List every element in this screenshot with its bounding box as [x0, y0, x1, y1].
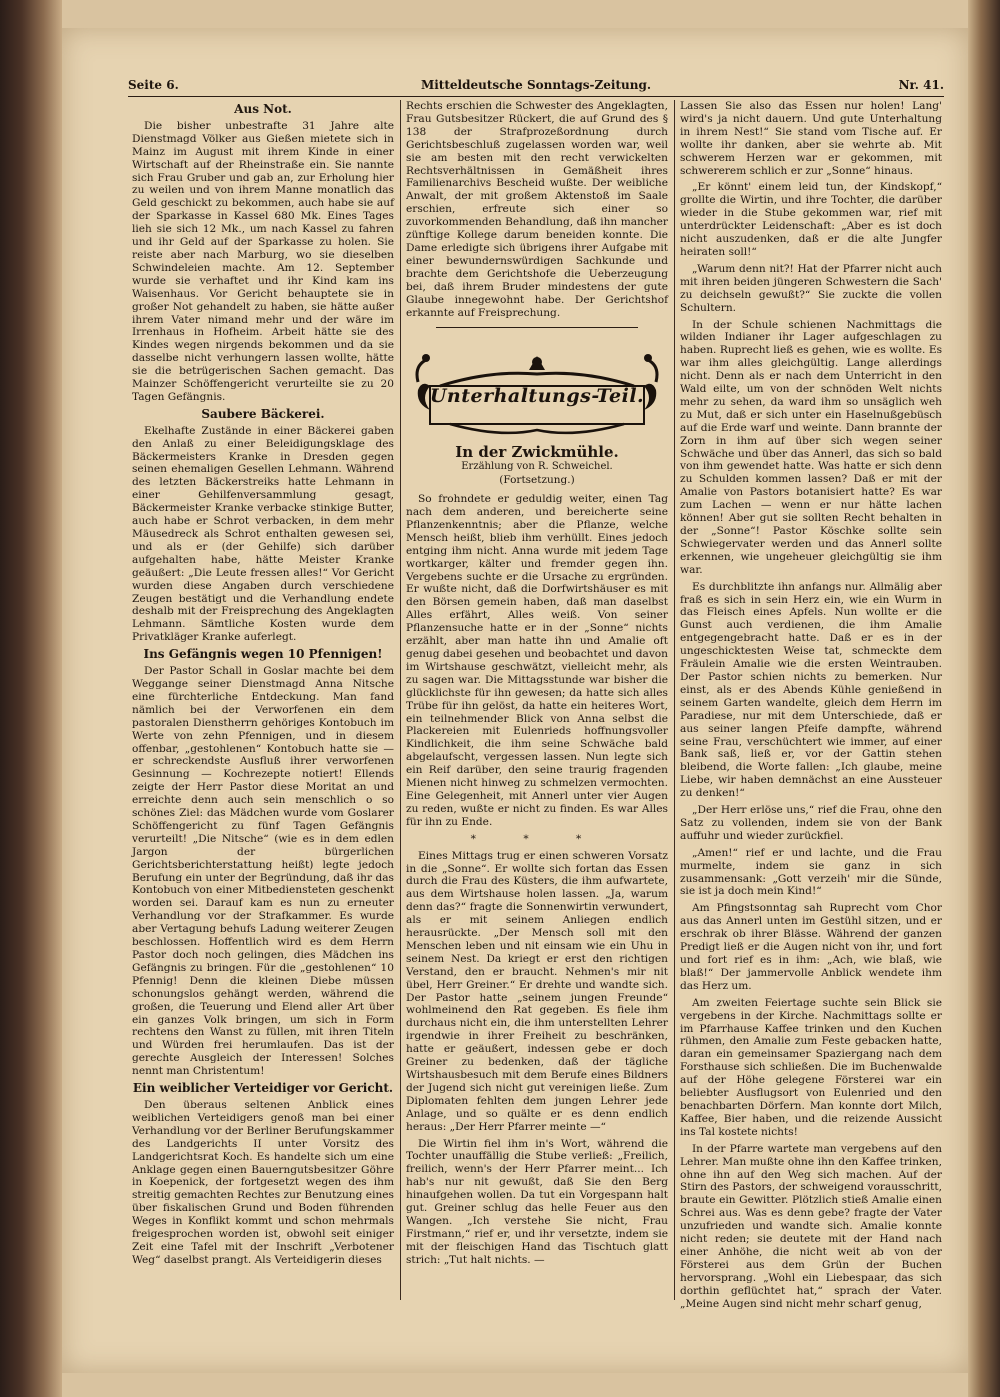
story-text: „Er könnt' einem leid tun, der Kindskopf,“ grollte die Wirtin, und ihre Tochter, die darüber wieder in die Stube gekommen war, rief mit unterdrückter Leidenschaft: „Aber es ist doch nicht auszudenken, daß er die alte Jungfer heiraten soll!“: [680, 181, 942, 258]
column-3: [680, 100, 942, 1310]
story-text: „Warum denn nit?! Hat der Pfarrer nicht auch mit ihren beiden jüngeren Schwestern die Sach' zu deichseln gewußt?“ Sie zuckte die vollen Schultern.: [680, 262, 942, 314]
article-text: Die bisher unbestrafte 31 Jahre alte Dienstmagd Völker aus Gießen mietete sich in Mainz im August mit ihrem Kinde in einer Wirtschaft auf der Rheinstraße ein. Sie nannte sich Frau Gruber und gab an, zur Erholung hier zu weilen und von ihrem Manne monatlich das Geld geschickt zu bekommen, auch habe sie auf der Sparkasse in Kassel 680 Mk. Eines Tages lieh sie sich 12 Mk., um nach Kassel zu fahren und ihr Geld auf der Sparkasse zu holen. Sie reiste aber nach Marburg, wo sie dieselben Schwindeleien machte. Am 12. September wurde sie verhaftet und ihr Kind kam ins Waisenhaus. Vor Gericht behauptete sie in großer Not gehandelt zu haben, sie hätte außer ihrem Vater nimand mehr und der wäre im Irrenhaus in Hofheim. Arbeit hätte sie des Kindes wegen nirgends bekommen und da sie dasselbe nicht verhungern lassen wollte, hätte sie die betrügerischen Sachen gemacht. Das Mainzer Schöffengericht verurteilte sie zu 20 Tagen Gefängnis.: [132, 119, 394, 403]
story-continuation: (Fortsetzung.): [499, 474, 575, 487]
story-text: Lassen Sie also das Essen nur holen! Lang' wird's ja nicht dauern. Und gute Unterhaltung in ihrem Nest!“ Sie stand vom Tische auf. Er wollte ihr danken, aber sie wehrte ab. Mit schwerem Herzen war er gekommen, mit schwererem schlich er zur „Sonne“ hinaus.: [680, 100, 942, 177]
story-text: In der Pfarre wartete man vergebens auf den Lehrer. Man mußte ohne ihn den Kaffee trinken, ohne ihn auf den Weg sich machen. Auf der Stirn des Pastors, der schweigend vorausschritt, braute ein Gewitter. Plötzlich stieß Amalie einen Schrei aus. Was es denn gebe? fragte der Vater unzufrieden und wandte sich. Amalie konnte nicht reden; sie deutete mit der Hand nach einer Anhöhe, die nicht weit ab von der Försterei aus dem Grün der Buchen hervorsprang. „Wohl ein Liebespaar, das sich dorthin geflüchtet hat,“ sprach der Vater. „Meine Augen sind nicht mehr scharf genug,: [680, 1142, 942, 1310]
header-rule: [128, 96, 944, 97]
story-text: Es durchblitzte ihn anfangs nur. Allmälig aber fraß es sich in sein Herz ein, wie ein Wurm in das Fleisch eines Apfels. Nun wollte er die Gunst auch verdienen, die ihm Amalie entgegengebracht hatte. Daß er es in der ungeschicktesten Weise tat, schmeckte dem Fräulein Amalie wie die ersten Weintrauben. Der Pastor schien nichts zu bemerken. Nur einst, als er des Abends Kühle genießend in seinem Garten wandelte, gleich dem Herrn im Paradiese, nur mit dem Unterschiede, daß er aus seiner langen Pfeife dampfte, während seine Frau, verschüchtert wie immer, auf einer Bank saß, ließ er, vor der Gattin stehen bleibend, die Worte fallen: „Ich glaube, meine Liebe, wir haben demnächst an eine Aussteuer zu denken!“: [680, 580, 942, 800]
section-stars: * * *: [470, 832, 604, 845]
article-title-saubere-baeckerei: Saubere Bäckerei.: [201, 406, 325, 421]
newspaper-title: Mitteldeutsche Sonntags-Zeitung.: [420, 78, 652, 92]
story-text: Am zweiten Feiertage suchte sein Blick sie vergebens in der Kirche. Nachmittags sollte er im Pfarrhause Kaffee trinken und den Kuchen rühmen, den Amalie zum Feste gebacken hatte, daran ein gemeinsamer Spaziergang nach dem Forsthause sich schließen. Die im Buchenwalde auf der Höhe gelegene Försterei war ein beliebter Ausflugsort von Eulenried und den benachbarten Dörfern. Man konnte dort Milch, Kaffee, Bier haben, und die reizende Aussicht ins Tal kostete nichts!: [680, 996, 942, 1138]
article-text: Rechts erschien die Schwester des Angeklagten, Frau Gutsbesitzer Rückert, die auf Grund des § 138 der Strafprozeßordnung durch Gerichtsbeschluß zugelassen worden war, weil sie am besten mit den recht verwickelten Rechtsverhältnissen in Gemäßheit ihres Familienarchivs Bescheid wußte. Der weibliche Anwalt, der mit großem Aktenstoß im Saale erschien, erfreute sich einer so zuvorkommenden Behandlung, daß ihn mancher zünftige Kollege darum beneiden konnte. Die Dame erledigte sich übrigens ihrer Aufgabe mit einer bewundernswürdigen Sachkunde und brachte dem Gerichtshofe die Ueberzeugung bei, daß ihrem Bruder mindestens der gute Glaube innegewohnt habe. Der Gerichtshof erkannte auf Freisprechung.: [406, 100, 668, 319]
article-text: Der Pastor Schall in Goslar machte bei dem Weggange seiner Dienstmagd Anna Nitsche eine fürchterliche Entdeckung. Man fand nämlich bei der Verworfenen ein dem pastoralen Dienstherrn gehöriges Kontobuch im Werte von zehn Pfennigen, und in diesem offenbar, „gestohlenen“ Kontobuch hatte sie — er schreckendste Ausfluß ihrer verworfenen Gesinnung — Kochrezepte notiert! Ellends zeigte der Herr Pastor diese Moritat an und erreichte denn auch sein menschlich o so schönes Ziel: das Mädchen wurde vom Goslarer Schöffengericht zu fünf Tagen Gefängnis verurteilt! „Die Nitsche“ (wie es in dem edlen Jargon der bürgerlichen Gerichtsberichterstattung heißt) legte jedoch Berufung ein unter der Begründung, daß ihr das Kontobuch von einer Mitbediensteten geschenkt worden sei. Darauf kam es nun zu erneuter Verhandlung vor der Strafkammer. Es wurde aber Vertagung behufs Ladung weiterer Zeugen beschlossen. Hoffentlich wird es dem Herrn Pastor doch noch gelingen, dies Mädchen ins Gefängnis zu bringen. Für die „gestohlenen“ 10 Pfennig! Denn die kleinen Diebe müssen schonungslos gehängt werden, während die großen, die Teuerung und Elend aller Art über ein ganzes Volk bringen, um sich in Form rechtens den Wanst zu füllen, mit ihren Titeln und Würden frei herumlaufen. Das ist der gerechte Ausgleich der Interessen! Solches nennt man Christentum!: [132, 665, 394, 1078]
column-1: [132, 100, 394, 1300]
story-author: Erzählung von R. Schweichel.: [461, 461, 613, 473]
page-edge: [968, 0, 1000, 1397]
article-title-gefaengnis: Ins Gefängnis wegen 10 Pfennigen!: [143, 647, 383, 662]
article-text: Den überaus seltenen Anblick eines weiblichen Verteidigers genoß man bei einer Verhandlung vor der Berliner Berufungskammer des Landgerichts II unter Vorsitz des Landgerichtsrat Koch. Es handelte sich um eine Anklage gegen einen Bauerngutsbesitzer Göhre in Koepenick, der fortgesetzt wegen des ihm streitig gemachten Rechtes zur Benutzung eines über fiskalischen Grund und Boden führenden Weges in Konflikt kommt und schon mehrmals freigesprochen worden ist, obwohl seit einiger Zeit eine Tafel mit der Inschrift „Verbotener Weg“ daselbst prangt. Als Verteidigerin dieses: [132, 1098, 394, 1266]
column-rule-2: [674, 100, 675, 1300]
story-title: In der Zwickmühle.: [455, 443, 619, 462]
banner-title: Unterhaltungs-Teil.: [429, 385, 645, 408]
section-banner: [410, 346, 664, 438]
article-title-aus-not: Aus Not.: [234, 102, 292, 116]
book-binding: [0, 0, 62, 1397]
story-text: In der Schule schienen Nachmittags die wilden Indianer ihr Lager aufgeschlagen zu haben. Ruprecht ließ es gehen, wie es wollte. Es war ihm alles gleichgültig. Lange allerdings nicht. Denn als er nach dem Unterricht in den Wald eilte, um von der schnöden Welt nichts mehr zu sehen, da ward ihm so unsäglich weh zu Mut, daß er sich unter ein Haselnußgebüsch auf die Erde warf und weinte. Dann brannte der Zorn in ihm auf über sich wegen seiner Schwäche und über das Annerl, das sich so bald von ihm gewendet hatte. Was hatte er sich denn zu Schulden kommen lassen? Daß er mit der Amalie von Pastors botanisiert hatte? Es war zum Lachen — wenn er nur hätte lachen können! Aber gut sie sollten Recht behalten in der „Sonne“! Pastor Köschke sollte sein Schwiegervater werden und das Annerl sollte erkennen, wie ungeheuer gleichgültig sie ihm war.: [680, 318, 942, 576]
story-text: „Amen!“ rief er und lachte, und die Frau murmelte, indem sie ganz in sich zusammensank: „Gott verzeih' mir die Sünde, sie ist ja doch mein Kind!“: [680, 846, 942, 898]
article-title-verteidiger: Ein weiblicher Verteidiger vor Gericht.: [132, 1081, 394, 1096]
column-2: [406, 100, 668, 1300]
page-number: Seite 6.: [128, 78, 179, 92]
story-text: Am Pfingstsonntag sah Ruprecht vom Chor aus das Annerl unten im Gestühl sitzen, und er erschrak ob ihrer Blässe. Während der ganzen Predigt ließ er die Augen nicht von ihr, und fort und fort rief es in ihm: „Ach, wie blaß, wie blaß!“ Der jammervolle Anblick wendete ihm das Herz um.: [680, 902, 942, 992]
article-text: Ekelhafte Zustände in einer Bäckerei gaben den Anlaß zu einer Beleidigungsklage des Bäckermeisters Kranke in Dresden gegen seinen ehemaligen Gesellen Lehmann. Während des letzten Bäckerstreiks hatte Lehmann in einer Gehilfenversammlung gesagt, Bäckermeister Kranke verbacke stinkige Butter, auch habe er Schrot verbacken, in dem mehr Mäusedreck als Schrot enthalten gewesen sei, und als er (der Gehilfe) sich darüber aufgehalten habe, hätte Meister Kranke geäußert: „Die Leute fressen alles!“ Vor Gericht wurden diese Angaben durch verschiedene Zeugen bestätigt und die Verhandlung endete deshalb mit der Freisprechung des Angeklagten Lehmann. Sämtliche Kosten wurde dem Privatkläger Kranke auferlegt.: [132, 424, 394, 644]
running-header: [128, 78, 944, 96]
story-text: So frohndete er geduldig weiter, einen Tag nach dem anderen, und bereicherte seine Pflanzenkenntnis; aber die Pflanze, welche Mensch heißt, blieb ihm verhüllt. Eines jedoch entging ihm nicht. Anna wurde mit jedem Tage wortkarger, kälter und fremder gegen ihn. Vergebens suchte er die Ursache zu ergründen. Er wußte nicht, daß die Dorfwirtshäuser es mit den Börsen gemein haben, daß man daselbst Alles erfährt, Alles weiß. Von seiner Pflanzensuche hatte er in der „Sonne“ nichts erzählt, aber man hatte ihn und Amalie oft genug dabei gesehen und beobachtet und davon im Wirtshause geschwätzt, vielleicht mehr, als zu sagen war. Die Mittagsstunde war bisher die glücklichste für ihn gewesen; da hatte sich alles Trübe für ihn gelöst, da hatte ein heiteres Wort, ein teilnehmender Blick von Anna selbst die Plackereien mit Eulenrieds hoffnungsvoller Kindlichkeit, die ihm seine Schwäche bald abgelaufscht, vergessen lassen. Nun legte sich ein Reif darüber, den seine traurig fragenden Mienen nicht hinweg zu schmelzen vermochten. Eine Gelegenheit, mit Annerl unter vier Augen zu reden, wußte er nicht zu finden. Es war Alles für ihn zu Ende.: [406, 493, 668, 828]
story-text: Die Wirtin fiel ihm in's Wort, während die Tochter unauffällig die Stube verließ: „Freilich, freilich, wenn's der Herr Pfarrer meint... Ich hab's nur nit gewußt, daß Sie den Berg hinaufgehen wollen. Da tut ein Vorgespann halt gut. Greiner schlug das helle Feuer aus den Wangen. „Ich verstehe Sie nicht, Frau Firstmann,“ rief er, und ihr versetzte, indem sie mit der fleischigen Hand das Tischtuch glatt strich: „Tut halt nichts. —: [406, 1137, 668, 1266]
story-text: „Der Herr erlöse uns,“ rief die Frau, ohne den Satz zu vollenden, indem sie von der Bank auffuhr und wieder zurückfiel.: [680, 804, 942, 842]
issue-number: Nr. 41.: [898, 78, 944, 92]
section-divider: [436, 327, 638, 328]
column-rule-1: [400, 100, 401, 1300]
story-text: Eines Mittags trug er einen schweren Vorsatz in die „Sonne“. Er wollte sich fortan das Essen durch die Frau des Küsters, die ihm aufwartete, aus dem Wirtshause holen lassen. „Ja, warum denn das?“ fragte die Sonnenwirtin verwundert, als er mit seinem Anliegen endlich herausrückte. „Der Mensch soll mit den Menschen leben und nit einsam wie ein Uhu in seinem Nest. Da kriegt er erst den richtigen Verstand, den er braucht. Nehmen's mir nit übel, Herr Greiner.“ Er drehte und wandte sich. Der Pastor hatte „seinem jungen Freunde“ wohlmeinend den Rat gegeben. Es fiele ihm durchaus nicht ein, die ihm unterstellten Lehrer irgendwie in ihrer Freiheit zu beschränken, hatte er geäußert, indessen gebe er doch Greiner zu bedenken, daß der tägliche Wirtshausbesuch mit dem Berufe eines Bildners der Jugend sich nicht gut vereinigen ließe. Zum Diplomaten fehlten dem jungen Lehrer jede Anlage, und so quälte er es denn endlich heraus: „Der Herr Pfarrer meinte —“: [406, 849, 668, 1133]
